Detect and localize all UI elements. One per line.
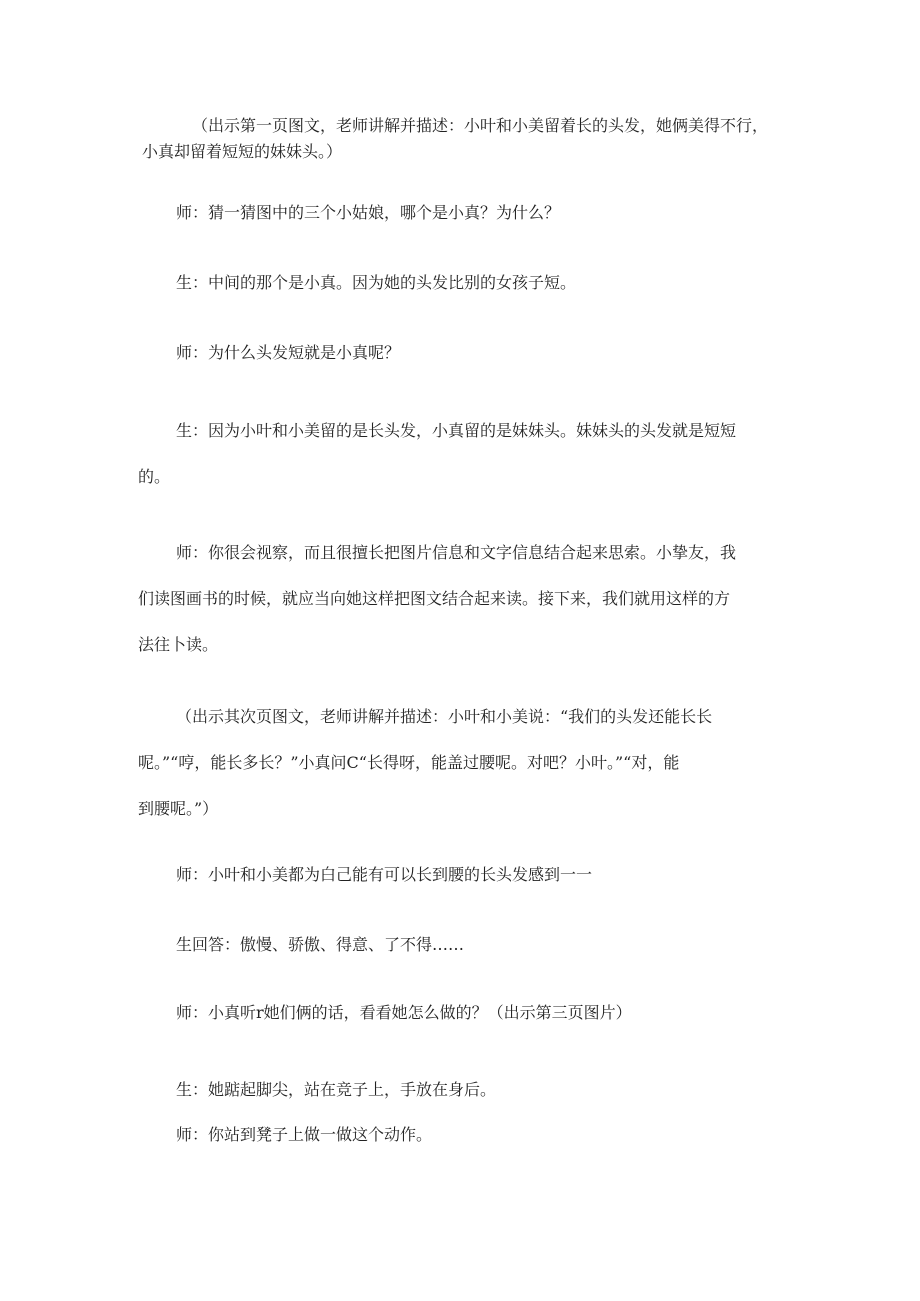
paragraph-line: 呢。”“哼，能长多长？”小真问C“长得呀，能盖过腰呢。对吧？小叶。”“对，能 [138, 753, 680, 772]
paragraph-line: 生：因为小叶和小美留的是长头发，小真留的是妹妹头。妹妹头的头发就是短短 [176, 421, 737, 440]
paragraph-6 [138, 530, 788, 668]
paragraph-line: 师：小叶和小美都为白己能有可以长到腰的长头发感到一一 [176, 865, 593, 884]
paragraph-line: 法往卜读。 [138, 635, 219, 654]
paragraph-4 [176, 340, 788, 366]
paragraph-12 [176, 1122, 788, 1148]
paragraph-line: 师：猜一猜图中的三个小姑娘，哪个是小真？为什么？ [176, 203, 561, 222]
paragraph-line: 小真却留着短短的妹妹头。） [142, 142, 343, 161]
paragraph-line: 们读图画书的时候，就应当向她这样把图文结合起来读。接下来，我们就用这样的方 [138, 589, 731, 608]
paragraph-line: （出示其次页图文，老师讲解并描述：小叶和小美说：“我们的头发还能长长 [176, 707, 713, 726]
paragraph-7 [138, 694, 788, 832]
paragraph-3 [176, 270, 788, 296]
paragraph-1 [142, 113, 788, 165]
paragraph-line: （出示第一页图文，老师讲解并描述：小叶和小美留着长的头发，她俩美得不行， [192, 116, 769, 135]
paragraph-line: 生回答：傲慢、骄傲、得意、了不得…… [176, 935, 465, 954]
paragraph-10 [176, 1000, 788, 1026]
paragraph-9 [176, 932, 788, 958]
paragraph-line: 生：她踮起脚尖，站在竞子上，手放在身后。 [176, 1080, 497, 1099]
paragraph-line: 到腰呢。”） [138, 799, 219, 818]
paragraph-8 [176, 862, 788, 888]
paragraph-line: 生：中间的那个是小真。因为她的头发比别的女孩子短。 [176, 273, 577, 292]
paragraph-2 [176, 200, 788, 226]
paragraph-11 [176, 1077, 788, 1103]
paragraph-line: 师：你站到凳子上做一做这个动作。 [176, 1125, 433, 1144]
paragraph-line: 师：你很会视察，而且很擅长把图片信息和文字信息结合起来思索。小挚友，我 [176, 543, 737, 562]
paragraph-line: 师：为什么头发短就是小真呢？ [176, 343, 401, 362]
paragraph-line: 的。 [138, 467, 171, 486]
paragraph-line: 师：小真听r她们俩的话，看看她怎么做的？（出示第三页图片） [176, 1003, 632, 1022]
paragraph-5 [138, 408, 788, 500]
